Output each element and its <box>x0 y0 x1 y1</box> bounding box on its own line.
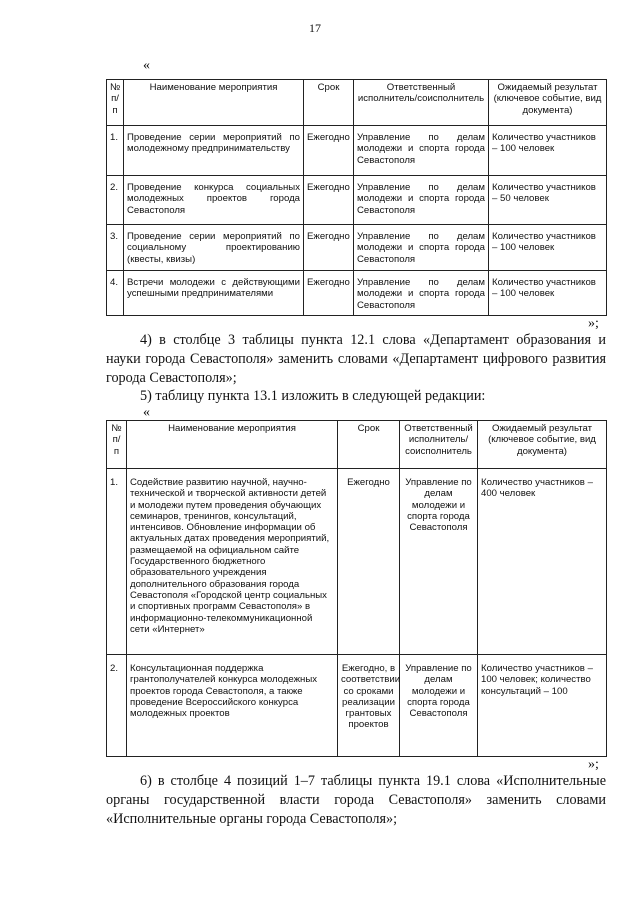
cell-name: Консультационная поддержка грантополучателей конкурса молодежных проектов города Севастополя, а также проведение Всероссийского конкурса молодежных проектов <box>127 655 338 757</box>
cell-result: Количество участников – 100 человек <box>489 126 607 176</box>
table-header-row <box>107 421 607 469</box>
cell-result: Количество участников – 100 человек <box>489 271 607 316</box>
cell-num: 1. <box>107 126 124 176</box>
cell-term: Ежегодно <box>304 225 354 271</box>
cell-executor: Управление по делам молодежи и спорта города Севастополя <box>354 271 489 316</box>
cell-executor: Управление по делам молодежи и спорта города Севастополя <box>354 225 489 271</box>
cell-result: Количество участников – 50 человек <box>489 176 607 225</box>
cell-result: Количество участников – 100 человек; количество консультаций – 100 <box>478 655 607 757</box>
cell-result: Количество участников – 100 человек <box>489 225 607 271</box>
open-quote-1: « <box>143 58 150 73</box>
open-quote-2: « <box>143 405 150 420</box>
table-events-12 <box>106 79 607 316</box>
cell-num: 3. <box>107 225 124 271</box>
cell-executor: Управление по делам молодежи и спорта города Севастополя <box>354 176 489 225</box>
table-row <box>107 126 607 176</box>
table-row <box>107 469 607 655</box>
cell-name: Проведение конкурса социальных молодежных проектов города Севастополя <box>124 176 304 225</box>
close-quote-2: »; <box>588 757 599 772</box>
cell-num: 4. <box>107 271 124 316</box>
cell-name: Встречи молодежи с действующими успешными предпринимателями <box>124 271 304 316</box>
cell-executor: Управление по делам молодежи и спорта города Севастополя <box>400 469 478 655</box>
cell-num: 1. <box>107 469 127 655</box>
header-term: Срок <box>304 80 354 126</box>
cell-executor: Управление по делам молодежи и спорта города Севастополя <box>400 655 478 757</box>
table-row <box>107 225 607 271</box>
paragraph-5: 5) таблицу пункта 13.1 изложить в следующей редакции: <box>140 388 486 404</box>
paragraph-4: 4) в столбце 3 таблицы пункта 12.1 слова «Департамент образования и науки города Севастополя» заменить словами «Департамент цифрового развития города Севастополя»; <box>106 332 606 386</box>
cell-term: Ежегодно <box>304 176 354 225</box>
table-events-13 <box>106 420 607 757</box>
cell-name: Проведение серии мероприятий по социальному проектированию (квесты, квизы) <box>124 225 304 271</box>
table-row <box>107 655 607 757</box>
header-name: Наименование мероприятия <box>127 421 338 469</box>
cell-term: Ежегодно <box>304 271 354 316</box>
cell-executor: Управление по делам молодежи и спорта города Севастополя <box>354 126 489 176</box>
cell-term: Ежегодно <box>304 126 354 176</box>
header-name: Наименование мероприятия <box>124 80 304 126</box>
header-num: № п/п <box>107 80 124 126</box>
header-num: № п/п <box>107 421 127 469</box>
paragraph-6: 6) в столбце 4 позиций 1–7 таблицы пункта 19.1 слова «Исполнительные органы государственной власти города Севастополя» заменить словами «Исполнительные органы города Севастополя»; <box>106 773 606 827</box>
cell-term: Ежегодно, в соответствии со сроками реализации грантовых проектов <box>338 655 400 757</box>
table-row <box>107 271 607 316</box>
cell-num: 2. <box>107 176 124 225</box>
page-number: 17 <box>309 21 321 35</box>
cell-term: Ежегодно <box>338 469 400 655</box>
cell-result: Количество участников – 400 человек <box>478 469 607 655</box>
header-executor: Ответственный исполнитель/ соисполнитель <box>400 421 478 469</box>
table-row <box>107 176 607 225</box>
header-term: Срок <box>338 421 400 469</box>
header-executor: Ответственный исполнитель/соисполнитель <box>354 80 489 126</box>
cell-name: Проведение серии мероприятий по молодежному предпринимательству <box>124 126 304 176</box>
cell-name: Содействие развитию научной, научно-технической и творческой активности детей и молодежи путем проведения обучающих семинаров, тренингов, консультаций, интенсивов. Обновление информации об актуальных датах проведения мероприятий, размещаемой на официальном сайте Государственного бюджетного образовательного учреждения дополнительного образования города Севастополя «Городской центр социальных и спортивных программ Севастополя» в информационно-телекоммуникационной сети «Интернет» <box>127 469 338 655</box>
close-quote-1: »; <box>588 316 599 331</box>
table-header-row <box>107 80 607 126</box>
cell-num: 2. <box>107 655 127 757</box>
header-result: Ожидаемый результат (ключевое событие, вид документа) <box>489 80 607 126</box>
header-result: Ожидаемый результат (ключевое событие, вид документа) <box>478 421 607 469</box>
